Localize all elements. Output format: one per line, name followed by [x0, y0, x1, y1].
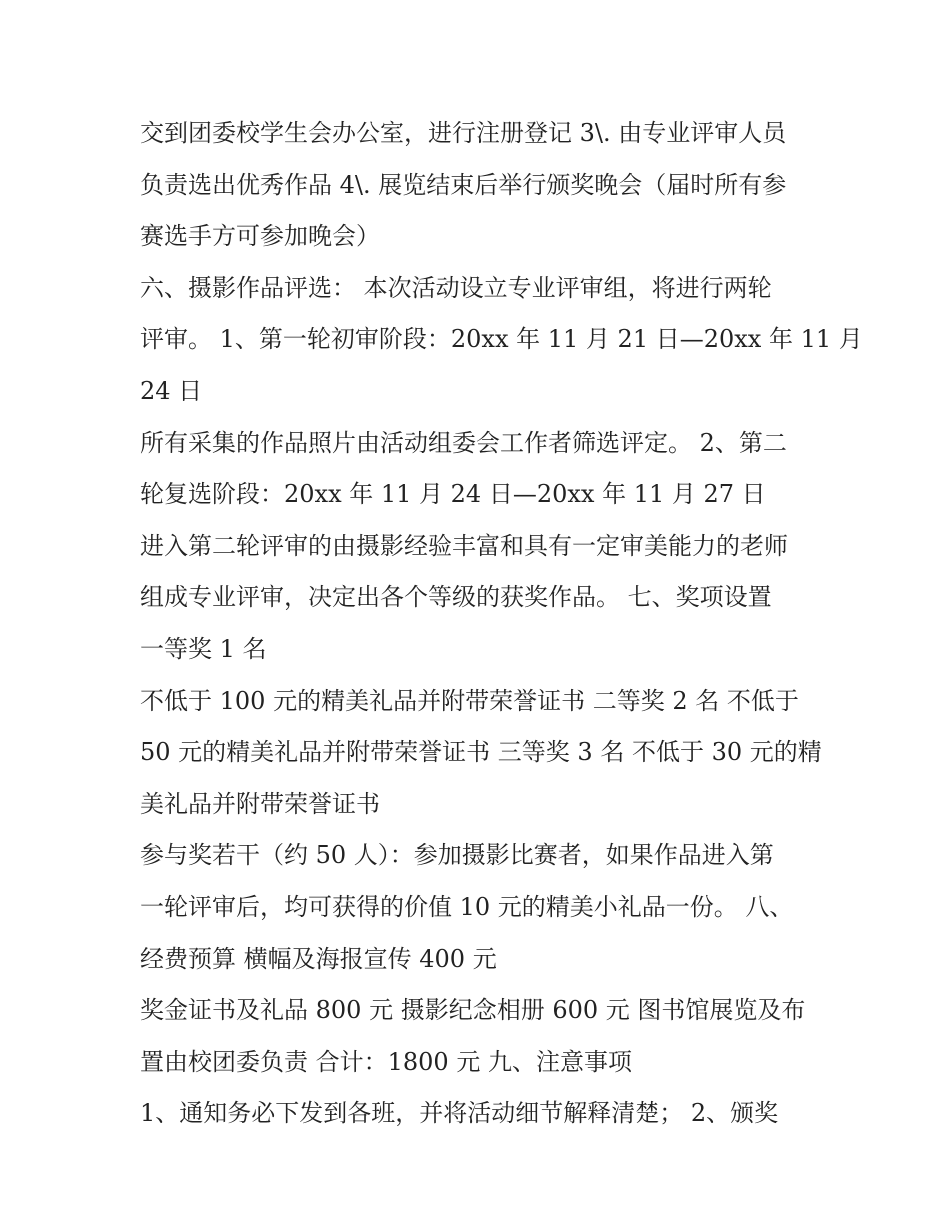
text-line: 24 日	[140, 376, 203, 405]
text-line: 进入第二轮评审的由摄影经验丰富和具有一定审美能力的老师	[140, 531, 788, 560]
text-line: 赛选手方可参加晚会）	[140, 222, 380, 251]
text-line: 一轮评审后，均可获得的价值 10 元的精美小礼品一份。 八、	[140, 892, 794, 921]
text-line: 不低于 100 元的精美礼品并附带荣誉证书 二等奖 2 名 不低于	[140, 686, 799, 715]
text-line: 美礼品并附带荣誉证书	[140, 789, 380, 818]
text-line: 1、通知务必下发到各班，并将活动细节解释清楚； 2、颁奖	[140, 1099, 779, 1128]
text-line: 评审。 1、第一轮初审阶段：20xx 年 11 月 21 日—20xx 年 11 月	[140, 325, 863, 354]
section-heading-line: 六、摄影作品评选： 本次活动设立专业评审组，将进行两轮	[140, 273, 772, 302]
text-line: 参与奖若干（约 50 人）：参加摄影比赛者，如果作品进入第	[140, 841, 774, 870]
text-line: 置由校团委负责 合计：1800 元 九、注意事项	[140, 1047, 632, 1076]
text-line: 奖金证书及礼品 800 元 摄影纪念相册 600 元 图书馆展览及布	[140, 996, 806, 1025]
text-line: 交到团委校学生会办公室，进行注册登记 3\. 由专业评审人员	[140, 119, 787, 147]
text-line: 所有采集的作品照片由活动组委会工作者筛选评定。 2、第二	[140, 428, 787, 457]
document-body	[140, 108, 863, 1140]
text-line: 组成专业评审，决定出各个等级的获奖作品。 七、奖项设置	[140, 583, 772, 612]
text-line: 轮复选阶段：20xx 年 11 月 24 日—20xx 年 11 月 27 日	[140, 480, 766, 509]
text-line: 经费预算 横幅及海报宣传 400 元	[140, 944, 497, 973]
text-line: 一等奖 1 名	[140, 634, 267, 663]
text-line: 50 元的精美礼品并附带荣誉证书 三等奖 3 名 不低于 30 元的精	[140, 738, 822, 767]
text-line: 负责选出优秀作品 4\. 展览结束后举行颁奖晚会（届时所有参	[140, 170, 787, 199]
